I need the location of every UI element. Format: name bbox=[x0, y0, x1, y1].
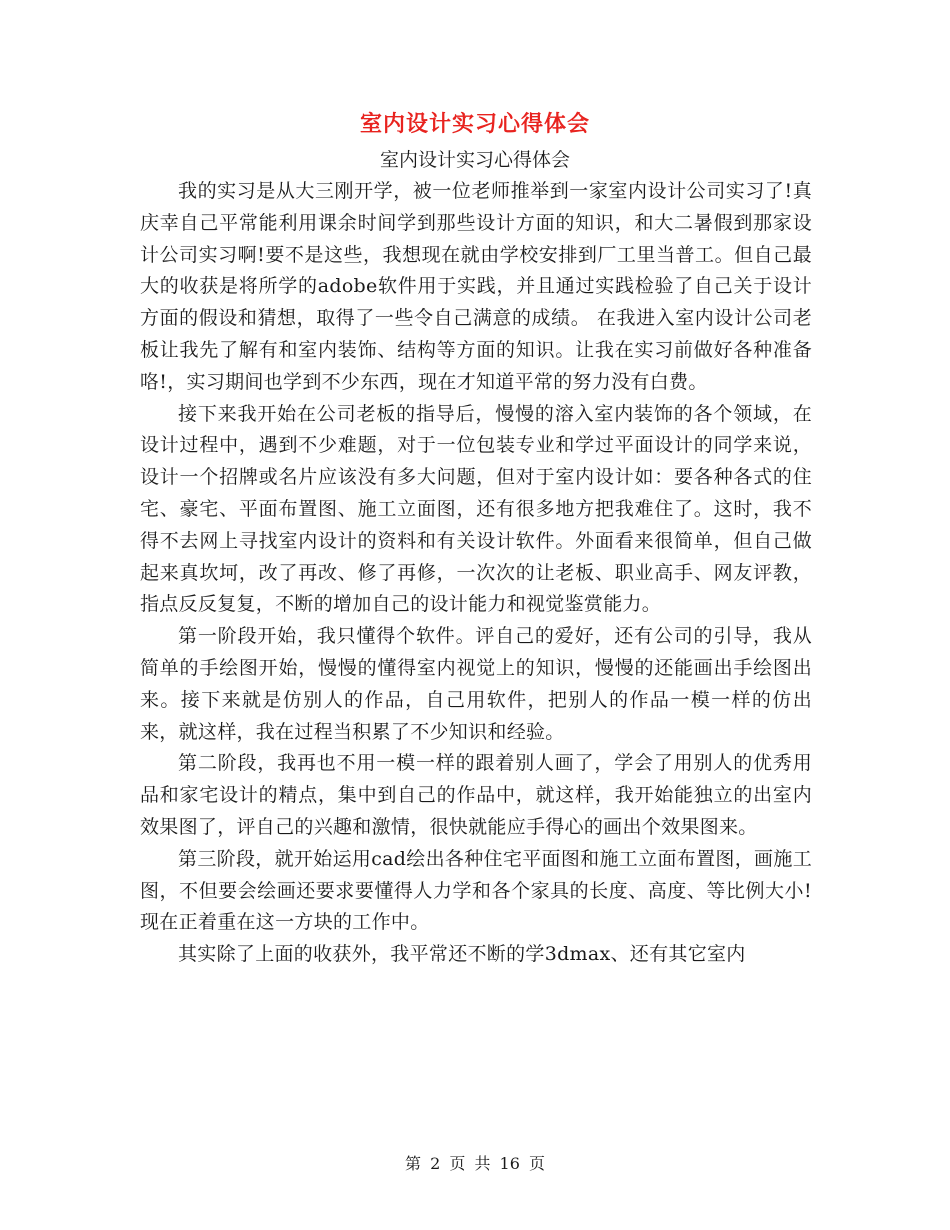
paragraph: 其实除了上面的收获外，我平常还不断的学3dmax、还有其它室内 bbox=[178, 943, 746, 966]
paragraph: 第二阶段，我再也不用一模一样的跟着别人画了，学会了用别人的优秀用品和家宅设计的精点，集中到自己的作品中，就这样，我开始能独立的出室内效果图了，评自己的兴趣和激情，很快就能应手得心的画出个效果图来。 bbox=[140, 752, 812, 838]
paragraph: 第一阶段开始，我只懂得个软件。评自己的爱好，还有公司的引导，我从简单的手绘图开始，慢慢的懂得室内视觉上的知识，慢慢的还能画出手绘图出来。接下来就是仿别人的作品，自己用软件，把别人的作品一模一样的仿出来，就这样，我在过程当积累了不少知识和经验。 bbox=[140, 625, 812, 743]
paragraph: 我的实习是从大三刚开学，被一位老师推举到一家室内设计公司实习了!真庆幸自己平常能利用课余时间学到那些设计方面的知识，和大二暑假到那家设计公司实习啊!要不是这些，我想现在就由学校安排到厂工里当普工。但自己最大的收获是将所学的adobe软件用于实践，并且通过实践检验了自己关于设计方面的假设和猜想，取得了一些令自己满意的成绩。 在我进入室内设计公司老板让我先了解有和室内装饰、结构等方面的知识。让我在实习前做好各种准备咯!，实习期间也学到不少东西，现在才知道平常的努力没有白费。 bbox=[140, 180, 812, 393]
paragraph: 接下来我开始在公司老板的指导后，慢慢的溶入室内装饰的各个领域，在设计过程中，遇到不少难题，对于一位包装专业和学过平面设计的同学来说，设计一个招牌或名片应该没有多大问题，但对于室内设计如：要各种各式的住宅、豪宅、平面布置图、施工立面图，还有很多地方把我难住了。这时，我不得不去网上寻找室内设计的资料和有关设计软件。外面看来很简单，但自己做起来真坎坷，改了再改、修了再修，一次次的让老板、职业高手、网友评教，指点反反复复，不断的增加自己的设计能力和视觉鉴赏能力。 bbox=[140, 402, 812, 616]
document-title: 室内设计实习心得体会 bbox=[359, 111, 590, 137]
document-subtitle: 室内设计实习心得体会 bbox=[379, 149, 570, 171]
document-body bbox=[140, 176, 812, 971]
paragraph: 第三阶段，就开始运用cad绘出各种住宅平面图和施工立面布置图，画施工图，不但要会绘画还要求要懂得人力学和各个家具的长度、高度、等比例大小!现在正着重在这一方块的工作中。 bbox=[140, 847, 812, 934]
page-number-footer: 第 2 页 共 16 页 bbox=[405, 1154, 545, 1173]
